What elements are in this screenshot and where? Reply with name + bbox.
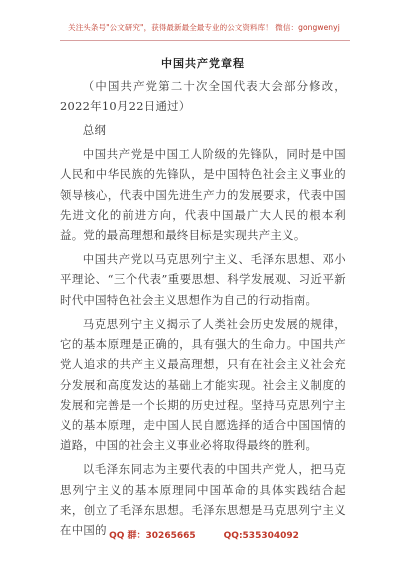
- paragraph: 马克思列宁主义揭示了人类社会历史发展的规律，它的基本原理是正确的，具有强大的生命力。中国共产党人追求的共产主义最高理想，只有在社会主义社会充分发展和高度发达的基础上才能实现。社会主义制度的发展和完善是一个长期的历史过程。坚持马克思列宁主义的基本原理，走中国人民自愿选择的适合中国国情的道路，中国的社会主义事业必将取得最终的胜利。: [60, 316, 346, 453]
- section-heading: 总纲: [82, 123, 107, 138]
- footer-contact: [0, 528, 408, 541]
- header-banner: 关注头条号"公文研究"，获得最新最全最专业的公文资料库！ 微信：gongwenyj: [68, 23, 340, 32]
- qq-number: QQ:535304092: [223, 531, 299, 541]
- qq-group-number: QQ 群：30265665: [109, 531, 196, 541]
- document-title: 中国共产党章程: [161, 57, 245, 70]
- header-divider: [60, 40, 350, 41]
- document-body: [60, 54, 346, 544]
- document-subtitle: （中国共产党第二十次全国代表大会部分修改，2022年10月22日通过）: [60, 79, 346, 114]
- paragraph: 以毛泽东同志为主要代表的中国共产党人，把马克思列宁主义的基本原理同中国革命的具体实践结合起来，创立了毛泽东思想。毛泽东思想是马克思列宁主义在中国的: [60, 462, 346, 538]
- paragraph: 中国共产党以马克思列宁主义、毛泽东思想、邓小平理论、“三个代表”重要思想、科学发展观、习近平新时代中国特色社会主义思想作为自己的行动指南。: [60, 252, 346, 307]
- paragraph: 中国共产党是中国工人阶级的先锋队，同时是中国人民和中华民族的先锋队，是中国特色社会主义事业的领导核心，代表中国先进生产力的发展要求，代表中国先进文化的前进方向，代表中国最广大人民的根本利益。党的最高理想和最终目标是实现共产主义。: [60, 147, 346, 243]
